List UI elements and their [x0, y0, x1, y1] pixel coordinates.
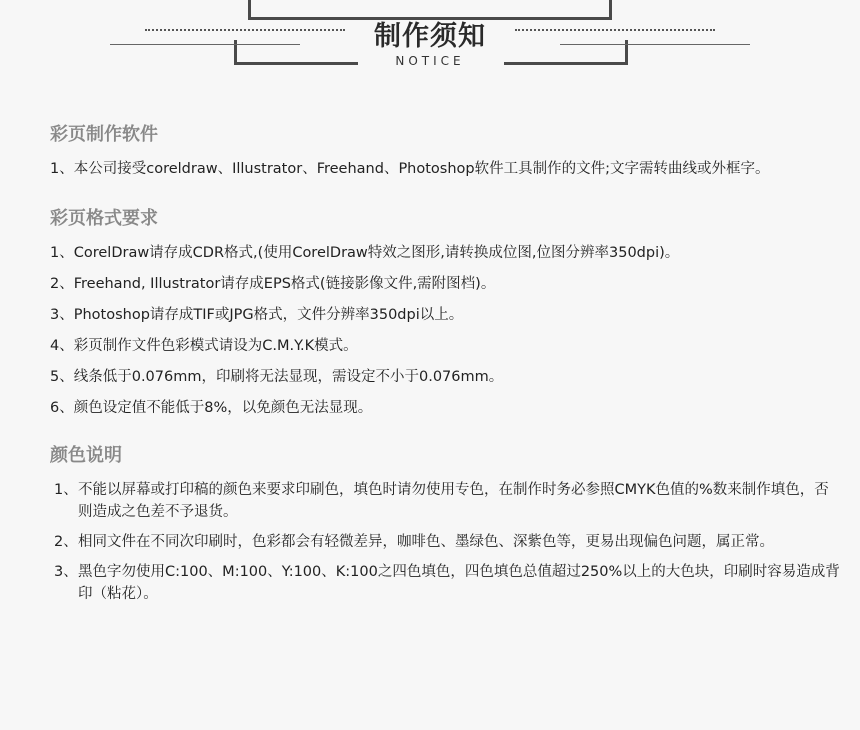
list-item — [54, 479, 840, 523]
page-title: 制作须知 — [374, 21, 486, 52]
item-text: 不能以屏幕或打印稿的颜色来要求印刷色，填色时请勿使用专色，在制作时务必参照CMYK色值的%数来制作填色，否则造成之色差不予退货。 — [78, 482, 829, 520]
list-item: 5、线条低于0.076mm，印刷将无法显现，需设定不小于0.076mm。 — [50, 369, 504, 385]
section-format — [50, 204, 840, 419]
header-line-left — [110, 44, 300, 45]
item-number: 3、 — [54, 564, 78, 580]
notice-content — [50, 120, 840, 613]
list-item: 3、Photoshop请存成TIF或JPG格式，文件分辨率350dpi以上。 — [50, 307, 464, 323]
header-line-right — [560, 44, 750, 45]
list-item: 6、颜色设定值不能低于8%，以免颜色无法显现。 — [50, 400, 373, 416]
list-item — [54, 531, 840, 553]
list-item: 1、本公司接受coreldraw、Illustrator、Freehand、Photoshop软件工具制作的文件;文字需转曲线或外框字。 — [50, 161, 770, 177]
item-number: 2、 — [54, 534, 78, 550]
list-item — [54, 561, 840, 605]
section-title: 彩页制作软件 — [50, 124, 158, 145]
header-dotted-line-left — [145, 29, 345, 31]
section-title: 颜色说明 — [50, 445, 122, 466]
list-item: 2、Freehand, Illustrator请存成EPS格式(链接影像文件,需附图档)。 — [50, 276, 496, 292]
item-text: 黑色字勿使用C:100、M:100、Y:100、K:100之四色填色，四色填色总值超过250%以上的大色块，印刷时容易造成背印（粘花）。 — [78, 564, 840, 602]
page-subtitle: NOTICE — [395, 54, 465, 68]
list-item: 4、彩页制作文件色彩模式请设为C.M.Y.K模式。 — [50, 338, 358, 354]
header-dotted-line-right — [515, 29, 715, 31]
item-text: 相同文件在不同次印刷时，色彩都会有轻微差异，咖啡色、墨绿色、深紫色等，更易出现偏色问题，属正常。 — [78, 534, 774, 550]
section-color — [50, 441, 840, 605]
section-title: 彩页格式要求 — [50, 208, 158, 229]
item-number: 1、 — [54, 482, 78, 498]
notice-header — [0, 0, 860, 80]
section-software — [50, 120, 840, 180]
list-item: 1、CorelDraw请存成CDR格式,(使用CorelDraw特效之图形,请转换成位图,位图分辨率350dpi)。 — [50, 245, 680, 261]
